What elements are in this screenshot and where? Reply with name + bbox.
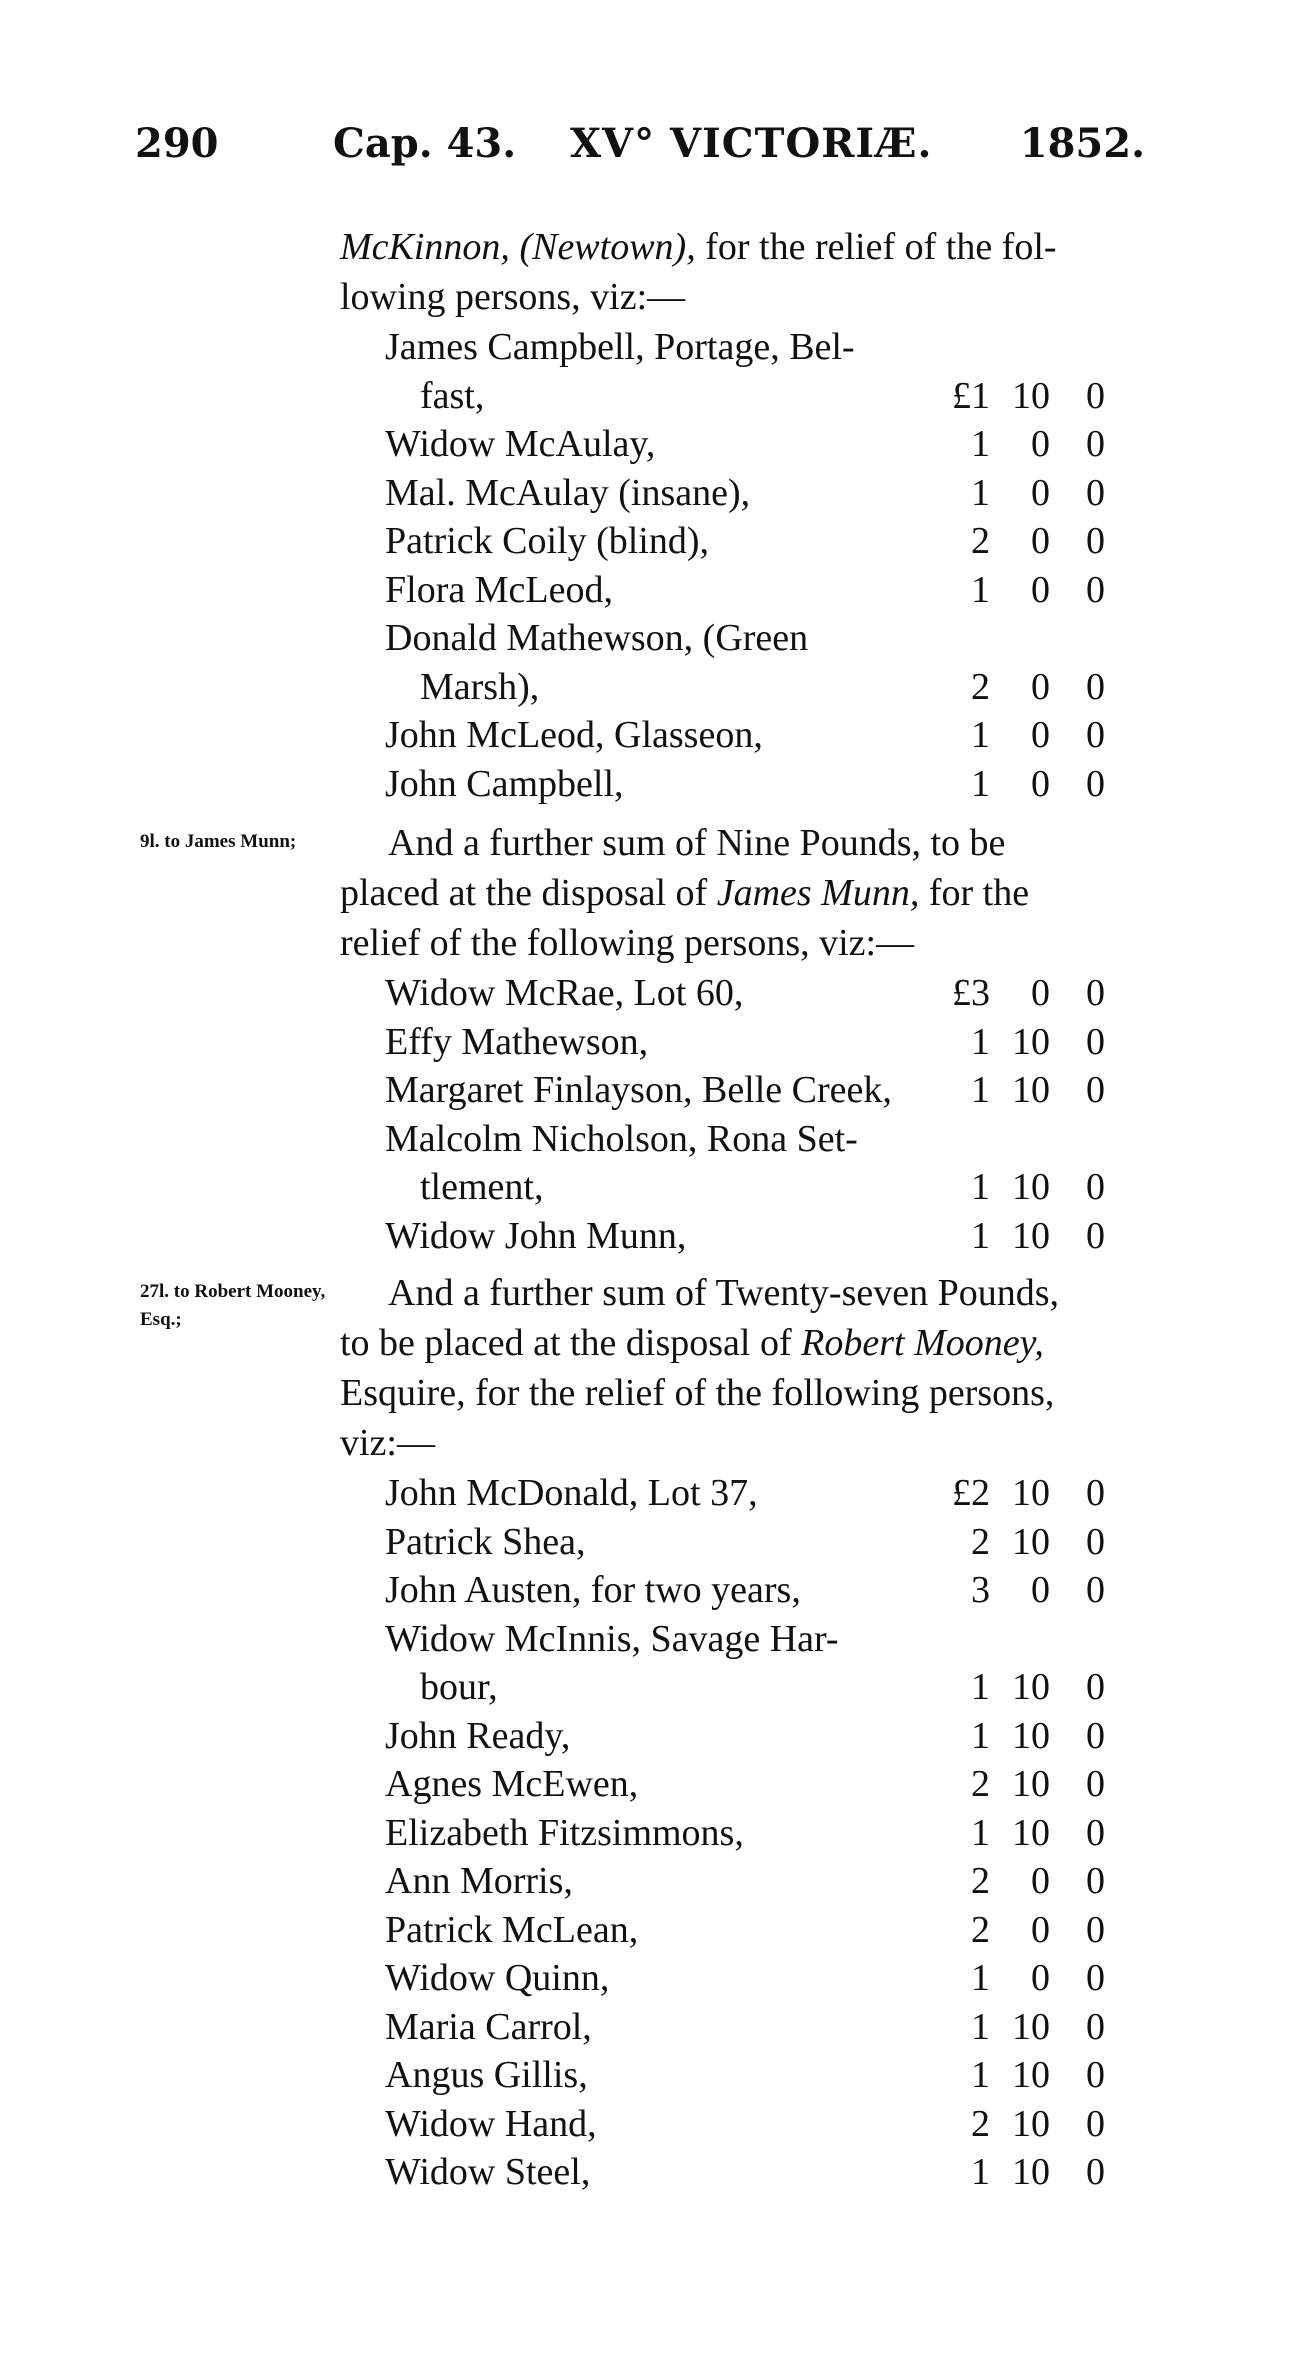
section1-intro-line2: lowing persons, viz:—	[340, 276, 686, 318]
amount-pence: 0	[1086, 1520, 1105, 1563]
amount-pounds: 1	[971, 423, 990, 465]
amount-pence: 0	[1086, 1908, 1105, 1951]
ledger-entry	[0, 1065, 1299, 1115]
ledger-entry	[0, 1517, 1299, 1567]
ledger-entry	[0, 1905, 1299, 1955]
amount-pence: 0	[1086, 1069, 1105, 1111]
ledger-entry-continuation	[0, 371, 1299, 421]
ledger-entry	[0, 613, 1299, 663]
amount-shillings: 10	[1012, 1763, 1050, 1805]
entry-name: Donald Mathewson, (Green	[385, 617, 809, 659]
section2-line3: relief of the following persons, viz:—	[340, 922, 915, 964]
amount-pounds: 1	[971, 1666, 990, 1708]
ledger-entry	[0, 1953, 1299, 2003]
entry-name: Widow John Munn,	[385, 1214, 687, 1257]
amount-shillings: 10	[1012, 1214, 1050, 1257]
entry-name: Effy Mathewson,	[385, 1020, 649, 1063]
amount-pounds: 2	[971, 1763, 990, 1805]
amount-pence: 0	[1086, 1957, 1105, 1999]
entry-name: John McDonald, Lot 37,	[385, 1472, 758, 1514]
amount-shillings: 10	[1012, 374, 1050, 417]
amount-pence: 0	[1086, 374, 1105, 417]
entry-name: Mal. McAulay (insane),	[385, 471, 751, 514]
ledger-entry	[0, 1017, 1299, 1067]
amount-pounds: 1	[971, 1020, 990, 1063]
ledger-entry	[0, 1565, 1299, 1615]
entry-name: Flora McLeod,	[385, 568, 613, 611]
amount-pence: 0	[1086, 2054, 1105, 2096]
amount-shillings: 0	[1031, 1957, 1050, 1999]
amount-shillings: 0	[1031, 1908, 1050, 1951]
amount-pence: 0	[1086, 1860, 1105, 1902]
amount-shillings: 10	[1012, 1472, 1050, 1514]
ledger-entry	[0, 516, 1299, 566]
ledger-entry	[0, 968, 1299, 1018]
amount-pounds: 1	[971, 1957, 990, 1999]
amount-pence: 0	[1086, 520, 1105, 562]
entry-name: Widow Steel,	[385, 2151, 591, 2193]
amount-shillings: 10	[1012, 1811, 1050, 1854]
section3-line3: Esquire, for the relief of the following persons,	[340, 1372, 1055, 1414]
section3-line2-italic: Robert Mooney,	[801, 1322, 1044, 1364]
ledger-entry	[0, 1468, 1299, 1518]
entry-name: Agnes McEwen,	[385, 1763, 639, 1805]
amount-shillings: 0	[1031, 423, 1050, 465]
ledger-entry	[0, 1114, 1299, 1164]
entry-name-continued: Marsh),	[420, 665, 540, 708]
amount-pence: 0	[1086, 471, 1105, 514]
amount-pounds: 2	[971, 520, 990, 562]
amount-pence: 0	[1086, 2102, 1105, 2145]
amount-pounds: 2	[971, 665, 990, 708]
amount-shillings: 0	[1031, 471, 1050, 514]
ledger-entry	[0, 2002, 1299, 2052]
entry-name: Patrick Shea,	[385, 1520, 586, 1563]
ledger-entry	[0, 1808, 1299, 1858]
section1-intro	[340, 222, 1057, 272]
entry-name: Widow McInnis, Savage Har-	[385, 1617, 839, 1660]
entry-name: John McLeod, Glasseon,	[385, 714, 763, 756]
section3-line2-pre: to be placed at the disposal of	[340, 1322, 792, 1364]
amount-pounds: 3	[971, 1569, 990, 1611]
ledger-entry	[0, 1759, 1299, 1809]
amount-pounds: £3	[952, 972, 990, 1014]
amount-shillings: 0	[1031, 568, 1050, 611]
amount-shillings: 10	[1012, 1714, 1050, 1757]
entry-name: John Campbell,	[385, 762, 624, 805]
amount-shillings: 10	[1012, 1020, 1050, 1063]
amount-pence: 0	[1086, 1763, 1105, 1805]
section3-line4: viz:—	[340, 1422, 435, 1464]
ledger-entry	[0, 759, 1299, 809]
section1-intro-rest: for the relief of the fol-	[705, 226, 1057, 268]
section3-line2	[340, 1318, 1044, 1368]
amount-pounds: 2	[971, 1908, 990, 1951]
ledger-entry-continuation	[0, 1162, 1299, 1212]
amount-shillings: 10	[1012, 2151, 1050, 2193]
amount-shillings: 0	[1031, 1569, 1050, 1611]
entry-name: James Campbell, Portage, Bel-	[385, 326, 855, 368]
amount-shillings: 10	[1012, 1666, 1050, 1708]
amount-pounds: 2	[971, 1520, 990, 1563]
entry-name: John Ready,	[385, 1714, 571, 1757]
ledger-entry	[0, 468, 1299, 518]
amount-pence: 0	[1086, 1714, 1105, 1757]
amount-pence: 0	[1086, 1811, 1105, 1854]
section2-line2-post: for the	[928, 872, 1030, 914]
ledger-entry	[0, 2099, 1299, 2149]
amount-shillings: 10	[1012, 1166, 1050, 1208]
ledger-entry	[0, 2147, 1299, 2197]
entry-name-continued: tlement,	[420, 1166, 544, 1208]
entry-name: Malcolm Nicholson, Rona Set-	[385, 1117, 858, 1160]
amount-shillings: 10	[1012, 1520, 1050, 1563]
ledger-entry	[0, 1614, 1299, 1664]
amount-shillings: 0	[1031, 665, 1050, 708]
amount-pence: 0	[1086, 2151, 1105, 2193]
section2-line2-italic: James Munn,	[716, 872, 920, 914]
amount-pounds: 1	[971, 762, 990, 805]
amount-pounds: 1	[971, 2005, 990, 2048]
section1-intro-italic-2: (Newtown),	[519, 226, 696, 268]
amount-pence: 0	[1086, 1166, 1105, 1208]
amount-pounds: 1	[971, 714, 990, 756]
margin-note-robert-mooney: 27l. to Robert Mooney, Esq.;	[140, 1281, 326, 1330]
amount-pence: 0	[1086, 1214, 1105, 1257]
amount-shillings: 0	[1031, 1860, 1050, 1902]
amount-pence: 0	[1086, 423, 1105, 465]
entry-name-continued: bour,	[420, 1666, 498, 1708]
amount-pounds: 2	[971, 1860, 990, 1902]
amount-pence: 0	[1086, 568, 1105, 611]
amount-shillings: 0	[1031, 714, 1050, 756]
section1-intro-italic: McKinnon,	[340, 226, 510, 268]
running-header	[135, 120, 1145, 180]
entry-name: Elizabeth Fitzsimmons,	[385, 1811, 744, 1854]
chapter-label: Cap. 43.	[333, 120, 517, 167]
page-title: XV° VICTORIÆ.	[570, 120, 933, 167]
amount-pounds: £2	[952, 1472, 990, 1514]
entry-name: Widow Quinn,	[385, 1957, 610, 1999]
amount-pounds: 2	[971, 2102, 990, 2145]
year-label: 1852.	[1019, 120, 1145, 167]
entry-name: Widow Hand,	[385, 2102, 597, 2145]
amount-pounds: 1	[971, 1069, 990, 1111]
entry-name: Patrick Coily (blind),	[385, 520, 710, 562]
ledger-entry-continuation	[0, 662, 1299, 712]
amount-shillings: 10	[1012, 2054, 1050, 2096]
entry-name: Patrick McLean,	[385, 1908, 639, 1951]
amount-pounds: 1	[971, 1166, 990, 1208]
page-number: 290	[135, 120, 219, 167]
amount-pence: 0	[1086, 2005, 1105, 2048]
amount-pence: 0	[1086, 1020, 1105, 1063]
amount-pounds: 1	[971, 1214, 990, 1257]
amount-pence: 0	[1086, 714, 1105, 756]
ledger-entry	[0, 1711, 1299, 1761]
amount-shillings: 0	[1031, 520, 1050, 562]
ledger-entry	[0, 419, 1299, 469]
section2-line2-pre: placed at the disposal of	[340, 872, 708, 914]
entry-name: Maria Carrol,	[385, 2005, 592, 2048]
entry-name: Widow McRae, Lot 60,	[385, 972, 744, 1014]
ledger-entry	[0, 1856, 1299, 1906]
entry-name: Angus Gillis,	[385, 2054, 588, 2096]
ledger-entry	[0, 710, 1299, 760]
amount-shillings: 0	[1031, 762, 1050, 805]
ledger-entry-continuation	[0, 1662, 1299, 1712]
amount-shillings: 0	[1031, 972, 1050, 1014]
amount-pounds: £1	[952, 374, 990, 417]
entry-name: Margaret Finlayson, Belle Creek,	[385, 1069, 892, 1111]
amount-pounds: 1	[971, 568, 990, 611]
amount-shillings: 10	[1012, 2102, 1050, 2145]
entry-name: Widow McAulay,	[385, 423, 656, 465]
ledger-entry	[0, 2050, 1299, 2100]
amount-pounds: 1	[971, 2054, 990, 2096]
amount-pounds: 1	[971, 471, 990, 514]
margin-note-james-munn: 9l. to James Munn;	[140, 831, 297, 852]
amount-pence: 0	[1086, 1569, 1105, 1611]
entry-name: John Austen, for two years,	[385, 1569, 801, 1611]
amount-pence: 0	[1086, 762, 1105, 805]
amount-pence: 0	[1086, 1666, 1105, 1708]
entry-name: Ann Morris,	[385, 1860, 573, 1902]
amount-shillings: 10	[1012, 1069, 1050, 1111]
entry-name-continued: fast,	[420, 374, 485, 417]
ledger-entry	[0, 322, 1299, 372]
amount-pence: 0	[1086, 665, 1105, 708]
amount-pounds: 1	[971, 1714, 990, 1757]
amount-pence: 0	[1086, 972, 1105, 1014]
section2-line1: And a further sum of Nine Pounds, to be	[388, 822, 1006, 864]
amount-pence: 0	[1086, 1472, 1105, 1514]
ledger-entry	[0, 1211, 1299, 1261]
amount-pounds: 1	[971, 2151, 990, 2193]
ledger-entry	[0, 565, 1299, 615]
amount-pounds: 1	[971, 1811, 990, 1854]
section2-line2	[340, 868, 1029, 918]
section3-line1: And a further sum of Twenty-seven Pounds,	[388, 1272, 1060, 1314]
amount-shillings: 10	[1012, 2005, 1050, 2048]
